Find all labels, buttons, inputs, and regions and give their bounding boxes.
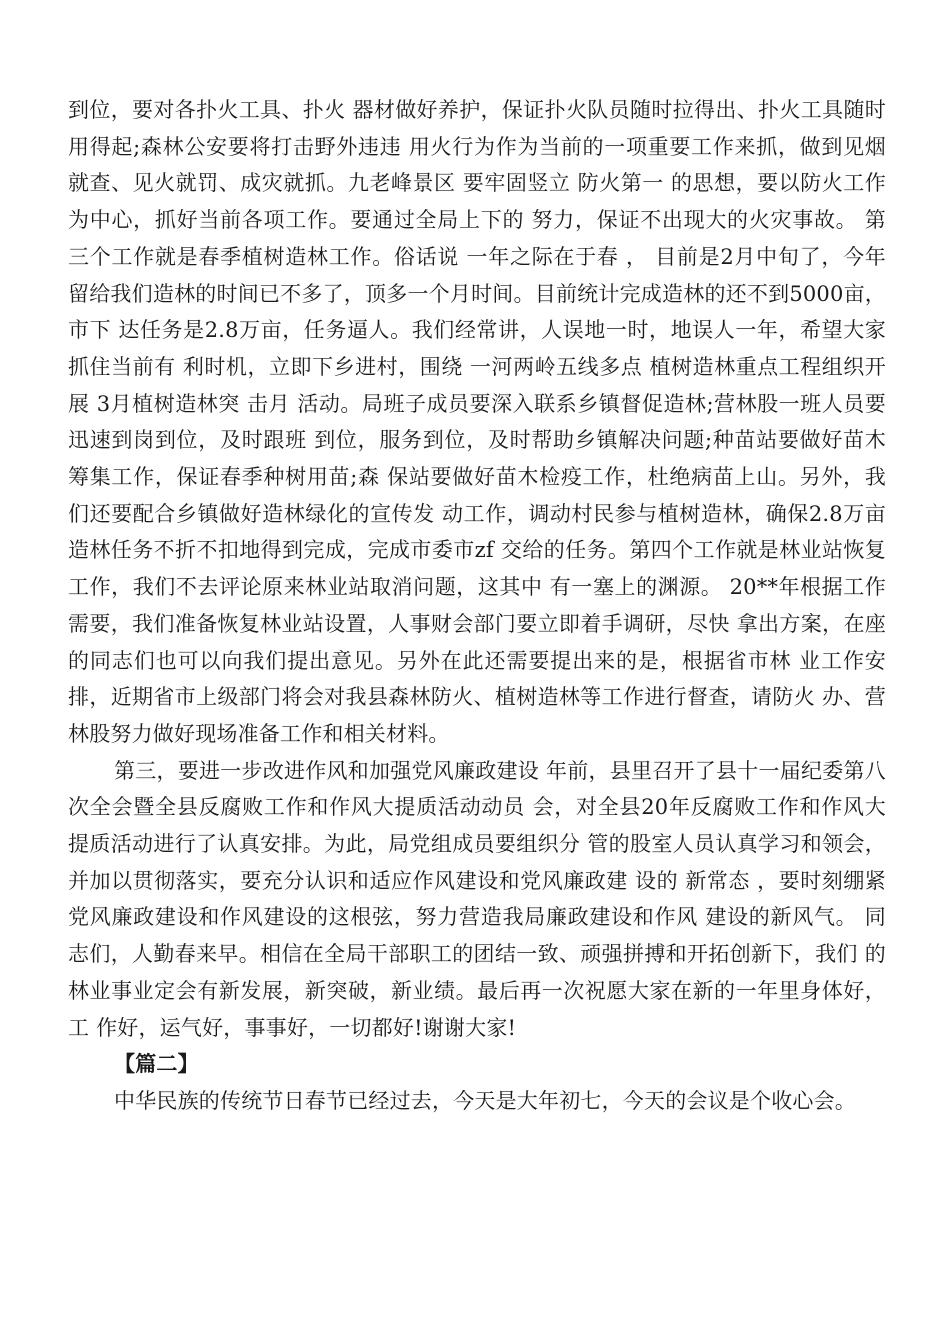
document-body: [68, 92, 886, 1120]
section-heading: 【篇二】: [114, 1051, 199, 1077]
body-paragraph-1: 到位，要对各扑火工具、扑火 器材做好养护，保证扑火队员随时拉得出、扑火工具随时用得起;森林公安要将打击野外违违 用火行为作为当前的一项重要工作来抓，做到见烟就查、见火就罚、成灾就抓。九老峰景区 要牢固竖立 防火第一 的思想，要以防火工作为中心，抓好当前各项工作。要通过全局上下的 努力，保证不出现大的火灾事故。 第三个工作就是春季植树造林工作。俗话说 一年之际在于春 ， 目前是2月中旬了，今年 留给我们造林的时间已不多了，顶多一个月时间。目前统计完成造林的还不到5000亩，市下 达任务是2.8万亩，任务逼人。我们经常讲，人误地一时，地误人一年，希望大家抓住当前有 利时机，立即下乡进村，围绕 一河两岭五线多点 植树造林重点工程组织开展 3月植树造林突 击月 活动。局班子成员要深入联系乡镇督促造林;营林股一班人员要迅速到岗到位，及时跟班 到位，服务到位，及时帮助乡镇解决问题;种苗站要做好苗木筹集工作，保证春季种树用苗;森 保站要做好苗木检疫工作，杜绝病苗上山。另外，我们还要配合乡镇做好造林绿化的宣传发 动工作，调动村民参与植树造林，确保2.8万亩造林任务不折不扣地得到完成，完成市委市zf 交给的任务。第四个工作就是林业站恢复工作，我们不去评论原来林业站取消问题，这其中 有一塞上的渊源。 20**年根据工作需要，我们准备恢复林业站设置，人事财会部门要立即着手调研，尽快 拿出方案，在座的同志们也可以向我们提出意见。另外在此还需要提出来的是，根据省市林 业工作安排，近期省市上级部门将会对我县森林防火、植树造林等工作进行督查，请防火 办、营林股努力做好现场准备工作和相关材料。: [68, 98, 886, 746]
body-paragraph-2: 第三，要进一步改进作风和加强党风廉政建设 年前，县里召开了县十一届纪委第八次全会暨全县反腐败工作和作风大提质活动动员 会，对全县20年反腐败工作和作风大提质活动进行了认真安排。为此，局党组成员要组织分 管的股室人员认真学习和领会，并加以贯彻落实，要充分认识和适应作风建设和党风廉政建 设的 新常态 ，要时刻绷紧党风廉政建设和作风建设的这根弦，努力营造我局廉政建设和作风 建设的新风气。 同志们，人勤春来早。相信在全局干部职工的团结一致、顽强拼搏和开拓创新下，我们 的林业事业定会有新发展，新突破，新业绩。最后再一次祝愿大家在新的一年里身体好，工 作好，运气好，事事好，一切都好!谢谢大家!: [68, 758, 886, 1040]
body-paragraph-3: 中华民族的传统节日春节已经过去，今天是大年初七，今天的会议是个收心会。: [114, 1088, 856, 1113]
